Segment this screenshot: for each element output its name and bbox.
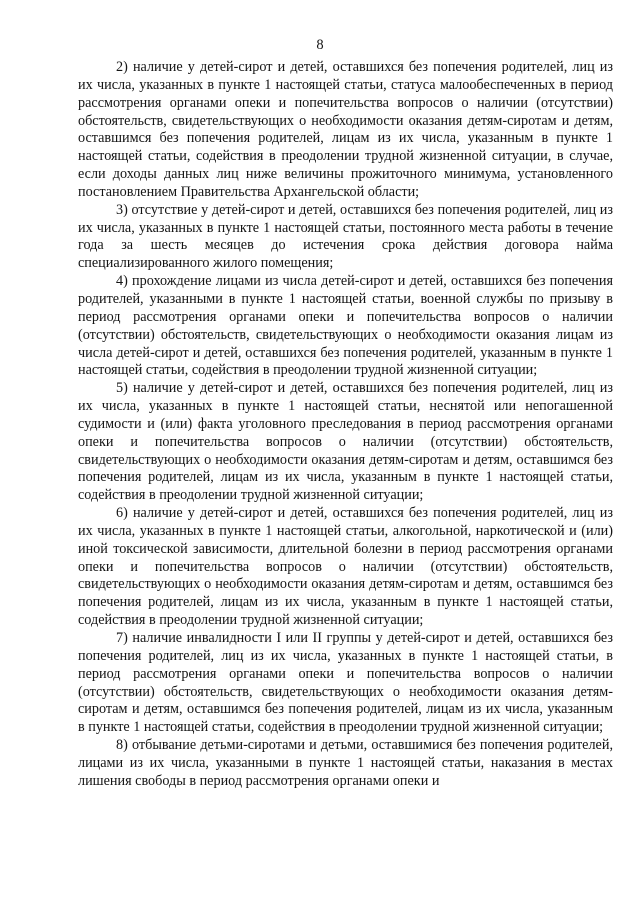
paragraph-item-7: 7) наличие инвалидности I или II группы у детей-сирот и детей, оставшихся без попечения родителей, лиц из их числа, указанных в пункте 1 настоящей статьи, в период рассмотрения органами опеки и попечительства вопросов о наличии (отсутствии) обстоятельств, свидетельствующих о необходимости оказания детям-сиротам и детям, оставшимся без попечения родителей, лицам из их числа, указанным в пункте 1 настоящей статьи, содействия в преодолении трудной жизненной ситуации; bbox=[78, 630, 613, 736]
page-number: 8 bbox=[316, 37, 324, 53]
paragraph-item-2: 2) наличие у детей-сирот и детей, оставшихся без попечения родителей, лиц из их числа, указанных в пункте 1 настоящей статьи, статуса малообеспеченных в период рассмотрения органами опеки и попечительства вопросов о наличии (отсутствии) обстоятельств, свидетельствующих о необходимости оказания детям-сиротам и детям, оставшимся без попечения родителей, лицам из их числа, указанным в пункте 1 настоящей статьи, содействия в преодолении трудной жизненной ситуации, в случае, если доходы данных лиц ниже величины прожиточного минимума, установленного постановлением Правительства Архангельской области; bbox=[78, 59, 613, 200]
document-body bbox=[78, 59, 613, 791]
paragraph-item-4: 4) прохождение лицами из числа детей-сирот и детей, оставшихся без попечения родителей, указанными в пункте 1 настоящей статьи, военной службы по призыву в период рассмотрения органами опеки и попечительства вопросов о наличии (отсутствии) обстоятельств, свидетельствующих о необходимости оказания лицам из числа детей-сирот и детей, оставшихся без попечения родителей, указанным в пункте 1 настоящей статьи, содействия в преодолении трудной жизненной ситуации; bbox=[78, 273, 613, 379]
paragraph-item-5: 5) наличие у детей-сирот и детей, оставшихся без попечения родителей, лиц из их числа, указанных в пункте 1 настоящей статьи, неснятой или непогашенной судимости и (или) факта уголовного преследования в период рассмотрения органами опеки и попечительства вопросов о наличии (отсутствии) обстоятельств, свидетельствующих о необходимости оказания детям-сиротам и детям, оставшимся без попечения родителей, лицам из их числа, указанным в пункте 1 настоящей статьи, содействия в преодолении трудной жизненной ситуации; bbox=[78, 380, 613, 504]
paragraph-item-6: 6) наличие у детей-сирот и детей, оставшихся без попечения родителей, лиц из их числа, указанных в пункте 1 настоящей статьи, алкогольной, наркотической и (или) иной токсической зависимости, длительной болезни в период рассмотрения органами опеки и попечительства вопросов о наличии (отсутствии) обстоятельств, свидетельствующих о необходимости оказания детям-сиротам и детям, оставшимся без попечения родителей, лицам из их числа, указанным в пункте 1 настоящей статьи, содействия в преодолении трудной жизненной ситуации; bbox=[78, 505, 613, 629]
paragraph-item-3: 3) отсутствие у детей-сирот и детей, оставшихся без попечения родителей, лиц из их числа, указанных в пункте 1 настоящей статьи, постоянного места работы в течение года за шесть месяцев до истечения срока действия договора найма специализированного жилого помещения; bbox=[78, 201, 613, 272]
paragraph-item-8: 8) отбывание детьми-сиротами и детьми, оставшимися без попечения родителей, лицами из их числа, указанными в пункте 1 настоящей статьи, наказания в местах лишения свободы в период рассмотрения органами опеки и bbox=[78, 737, 613, 789]
